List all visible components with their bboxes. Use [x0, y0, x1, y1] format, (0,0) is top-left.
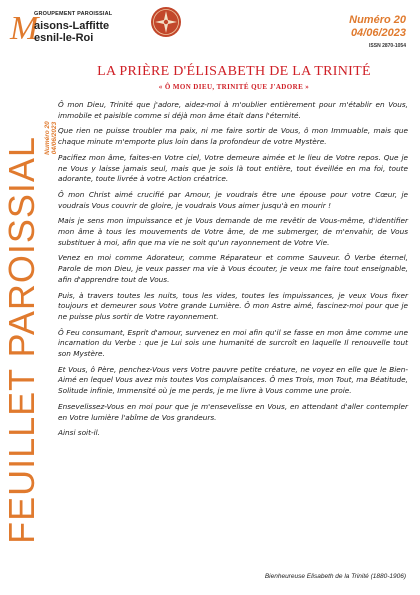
paragraph: Ensevelissez-Vous en moi pour que je m'ensevelisse en Vous, en attendant d'aller contempler en Votre lumière l'abîme de Vos grandeurs. — [58, 401, 408, 422]
issue-number: Numéro 20 — [349, 14, 406, 26]
issue-date: 04/06/2023 — [350, 27, 406, 39]
paragraph: Pacifiez mon âme, faites-en Votre ciel, Votre demeure aimée et le lieu de Votre repos. Que je ne Vous y laisse jamais seul, mais que je sois là tout entière, tout éveillée en ma foi, toute adorante, toute livrée à votre Action créatrice. — [58, 152, 408, 184]
logo-parish-name — [34, 20, 109, 44]
paragraph: Venez en moi comme Adorateur, comme Réparateur et comme Sauveur. Ô Verbe éternel, Parole de mon Dieu, je veux passer ma vie à Vous écouter, je veux me faire tout enseignable, afin d'apprendre tout de Vous. — [58, 253, 408, 284]
article-body — [58, 100, 408, 444]
paragraph: Ô mon Dieu, Trinité que j'adore, aidez-moi à m'oublier entièrement pour m'établir en Vous, immobile et paisible comme si déjà mon âme était dans l'éternité. — [58, 100, 408, 120]
paragraph: Ô Feu consumant, Esprit d'amour, survenez en moi afin qu'il se fasse en mon âme comme une incarnation du Verbe : que je Lui sois une humanité de surcroît en laquelle Il renouvelle tout son Mystère. — [58, 327, 408, 359]
parish-logo — [8, 6, 148, 72]
issn-label: ISSN 2870-1054 — [369, 43, 406, 49]
paragraph: Puis, à travers toutes les nuits, tous les vides, toutes les impuissances, je veux Vous fixer toujours et demeurer sous Votre grande Lumière. Ô mon Astre aimé, fascinez-moi pour que je ne puisse plus sortir de Votre rayonnement. — [58, 290, 408, 321]
signature: Bienheureuse Elisabeth de la Trinité (1880-1906) — [264, 573, 406, 580]
paragraph: Que rien ne puisse troubler ma paix, ni me faire sortir de Vous, ô mon Immuable, mais que chaque minute m'emporte plus loin dans la profondeur de votre Mystère. — [58, 126, 408, 147]
logo-parish-line2: esnil-le-Roi — [34, 32, 94, 44]
cross-emblem-icon — [150, 6, 182, 38]
sidebar-number: Numéro 20 — [44, 121, 51, 155]
paragraph-closing: Ainsi soit-il. — [58, 428, 100, 438]
logo-m-letter: M — [10, 10, 39, 47]
sidebar-vertical — [2, 100, 42, 580]
sidebar-issue — [44, 98, 58, 178]
logo-parish-line1: aisons-Laffitte — [34, 20, 110, 32]
article-title: LA PRIÈRE D'ÉLISABETH DE LA TRINITÉ — [97, 64, 371, 79]
logo-group-label: GROUPEMENT PAROISSIAL — [34, 11, 113, 17]
paragraph: Et Vous, ô Père, penchez-Vous vers Votre pauvre petite créature, ne voyez en elle que le Bien-Aimé en lequel Vous avez mis toutes Vos complaisances. Ô mes Trois, mon Tout, ma Béatitude, Solitude infinie, Immensité où je me perds, je me livre à Vous comme une proie. — [58, 364, 408, 396]
article-subtitle: « Ô MON DIEU, TRINITÉ QUE J'ADORE » — [158, 83, 310, 91]
sidebar-date: 04/06/2023 — [51, 121, 58, 155]
sidebar-title: FEUILLET PAROISSIAL — [1, 136, 42, 544]
paragraph: Ô mon Christ aimé crucifié par Amour, je voudrais être une épouse pour votre Cœur, je voudrais Vous couvrir de gloire, je voudrais Vous aimer jusqu'à en mourir ! — [58, 189, 408, 210]
paragraph: Mais je sens mon impuissance et je Vous demande de me revêtir de Vous-même, d'identifier mon âme à tous les mouvements de Votre âme, de me submerger, de m'envahir, de Vous substituer à moi, afin que ma vie ne soit qu'un rayonnement de Votre Vie. — [58, 216, 408, 247]
